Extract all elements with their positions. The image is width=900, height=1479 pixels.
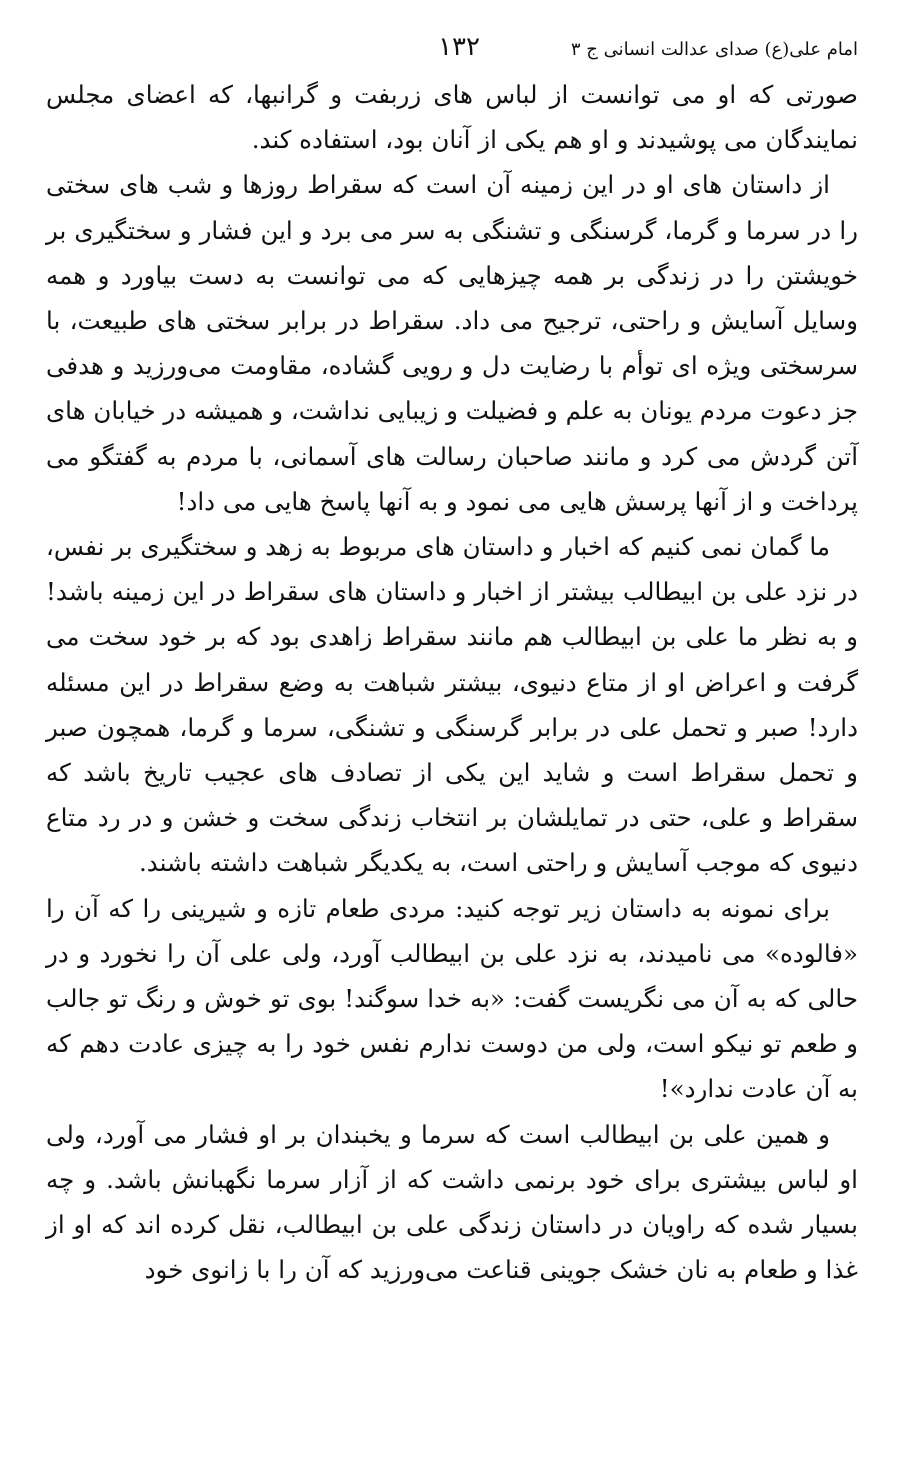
page-number: ۱۳۲	[438, 32, 480, 62]
paragraph: برای نمونه به داستان زیر توجه کنید: مردی طعام تازه و شیرینی را که آن را «فالوده» می نامیدند، به نزد علی بن ابیطالب آورد، ولی علی آن را نخورد و در حالی که به آن می نگریست گفت: «به خدا سوگند! بوی تو خوش و رنگ تو جالب و طعم تو نیکو است، ولی من دوست ندارم نفس خود را به چیزی عادت دهم که به آن عادت ندارد»!	[46, 893, 858, 1104]
paragraph: از داستان های او در این زمینه آن است که سقراط روزها و شب های سختی را در سرما و گرما، گرسنگی و تشنگی به سر می برد و این فشار و سختگیری بر خویشتن را در زندگی بر همه چیزهایی که می توانست به دست بیاورد و همه وسایل آسایش و راحتی، ترجیح می داد. سقراط در برابر سختی های طبیعت، با سرسختی ویژه ای توأم با رضایت دل و رویی گشاده، مقاومت می‌ورزید و هدفی جز دعوت مردم یونان به علم و فضیلت و زیبایی نداشت، و همیشه در خیابان های آتن گردش می کرد و مانند صاحبان رسالت های آسمانی، با مردم به گفتگو می پرداخت و از آنها پرسش هایی می نمود و به آنها پاسخ هایی می داد!	[46, 170, 858, 516]
body-text	[46, 72, 858, 1292]
paragraph: صورتی که او می توانست از لباس های زربفت و گرانبها، که اعضای مجلس نمایندگان می پوشیدند و او هم یکی از آنان بود، استفاده کند.	[46, 80, 858, 155]
header-title: امام علی(ع) صدای عدالت انسانی ج ۳	[570, 39, 858, 60]
paragraph: و همین علی بن ابیطالب است که سرما و یخبندان بر او فشار می آورد، ولی او لباس بیشتری برای خود برنمی داشت که از آزار سرما نگهبانش باشد. و چه بسیار شده که راویان در داستان زندگی علی بن ابیطالب، نقل کرده اند که او از غذا و طعام به نان خشک جوینی قناعت می‌ورزید که آن را با زانوی خود	[46, 1119, 858, 1285]
running-header	[46, 28, 858, 72]
paragraph: ما گمان نمی کنیم که اخبار و داستان های مربوط به زهد و سختگیری بر نفس، در نزد علی بن ابیطالب بیشتر از اخبار و داستان های سقراط در این زمینه باشد! و به نظر ما علی بن ابیطالب هم مانند سقراط زاهدی بود که بر خود سخت می گرفت و اعراض او از متاع دنیوی، بیشتر شباهت به وضع سقراط در این مسئله دارد! صبر و تحمل علی در برابر گرسنگی و تشنگی، سرما و گرما، همچون صبر و تحمل سقراط است و شاید این یکی از تصادف های عجیب تاریخ باشد که سقراط و علی، حتی در تمایلشان بر انتخاب زندگی سخت و خشن و در رد متاع دنیوی که موجب آسایش و راحتی است، به یکدیگر شباهت داشته باشند.	[46, 532, 858, 878]
